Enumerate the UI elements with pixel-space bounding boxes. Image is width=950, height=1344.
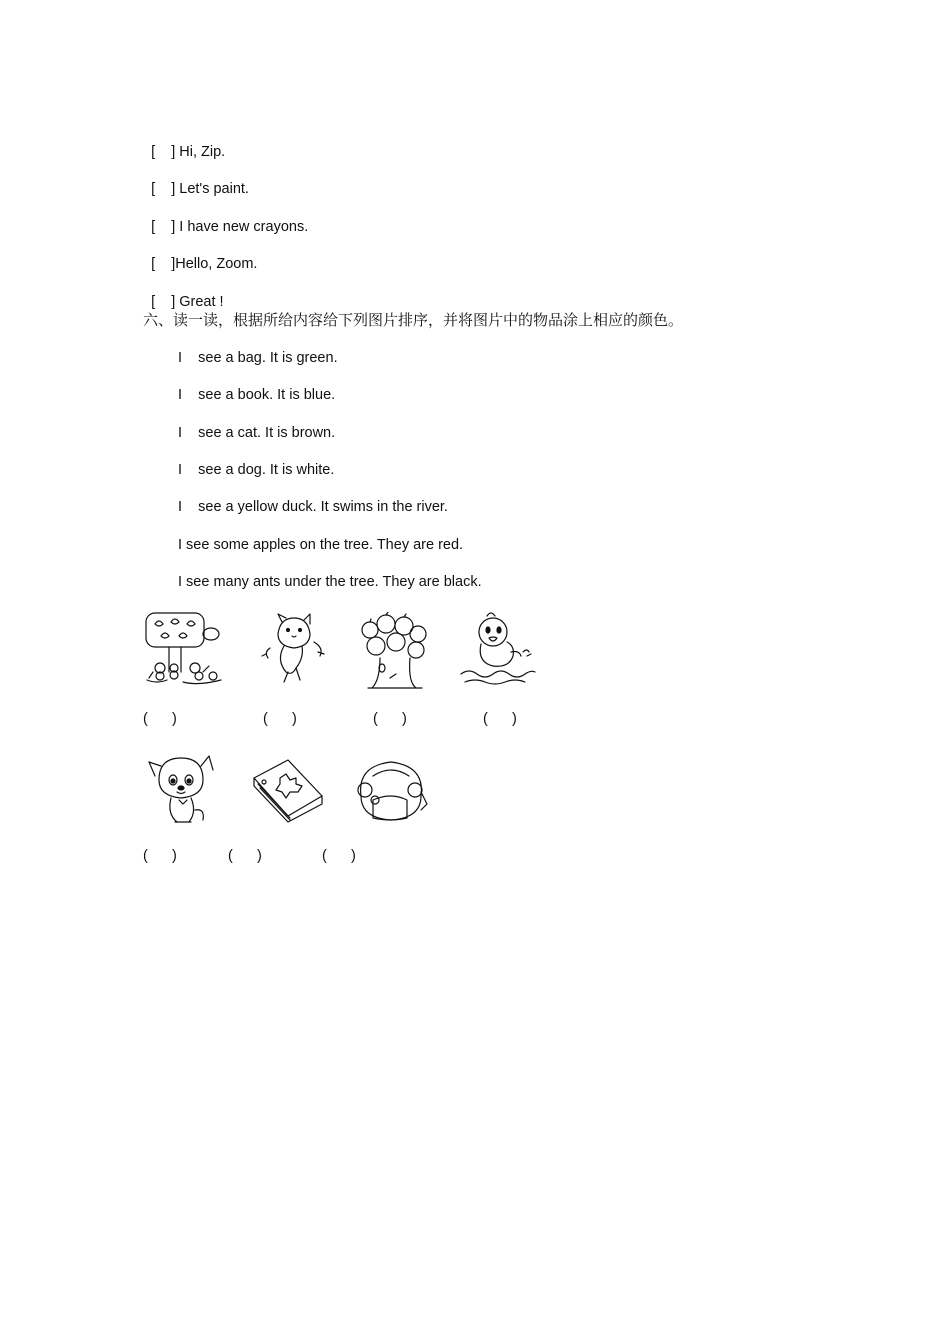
answer-bracket[interactable]: [ ]: [151, 256, 176, 272]
order-blank[interactable]: ( ): [228, 848, 262, 864]
dialogue-line-4: [143, 237, 257, 273]
reading-sentence: I see a yellow duck. It swims in the river.: [178, 499, 448, 515]
duck-icon: [459, 612, 537, 688]
dialogue-text: Great !: [179, 294, 224, 310]
reading-sentence: I see many ants under the tree. They are black.: [178, 574, 482, 590]
dog-icon: [145, 750, 215, 826]
answer-bracket[interactable]: [ ]: [151, 219, 176, 235]
section-6-instruction: 六、读一读，根据所给内容给下列图片排序，并将图片中的物品涂上相应的颜色。: [143, 311, 684, 329]
dialogue-text: Let's paint.: [179, 181, 249, 197]
answer-bracket[interactable]: [ ]: [151, 181, 176, 197]
dialogue-text: Hello, Zoom.: [175, 256, 258, 272]
dialogue-line-5: [143, 275, 224, 311]
order-blank[interactable]: ( ): [373, 711, 407, 727]
bag-icon: [353, 756, 429, 826]
order-blank[interactable]: ( ): [263, 711, 297, 727]
answer-bracket[interactable]: [ ]: [151, 144, 176, 160]
reading-sentence: I see a book. It is blue.: [178, 387, 336, 403]
order-blank[interactable]: ( ): [483, 711, 517, 727]
dialogue-text: Hi, Zip.: [179, 144, 226, 160]
dialogue-line-1: [143, 125, 225, 161]
dialogue-text: I have new crayons.: [179, 219, 309, 235]
order-blank[interactable]: ( ): [143, 848, 177, 864]
reading-sentence: I see some apples on the tree. They are red.: [178, 537, 464, 553]
answer-bracket[interactable]: [ ]: [151, 294, 176, 310]
apple-tree-icon: [356, 612, 432, 690]
tree-with-ants-icon: [143, 610, 225, 690]
dialogue-line-2: [143, 162, 249, 198]
book-icon: [250, 756, 326, 824]
order-blank[interactable]: ( ): [322, 848, 356, 864]
cat-icon: [258, 612, 330, 686]
reading-sentence: I see a dog. It is white.: [178, 462, 335, 478]
reading-sentence: I see a cat. It is brown.: [178, 425, 336, 441]
reading-sentence: I see a bag. It is green.: [178, 350, 338, 366]
order-blank[interactable]: ( ): [143, 711, 177, 727]
dialogue-line-3: [143, 200, 308, 236]
